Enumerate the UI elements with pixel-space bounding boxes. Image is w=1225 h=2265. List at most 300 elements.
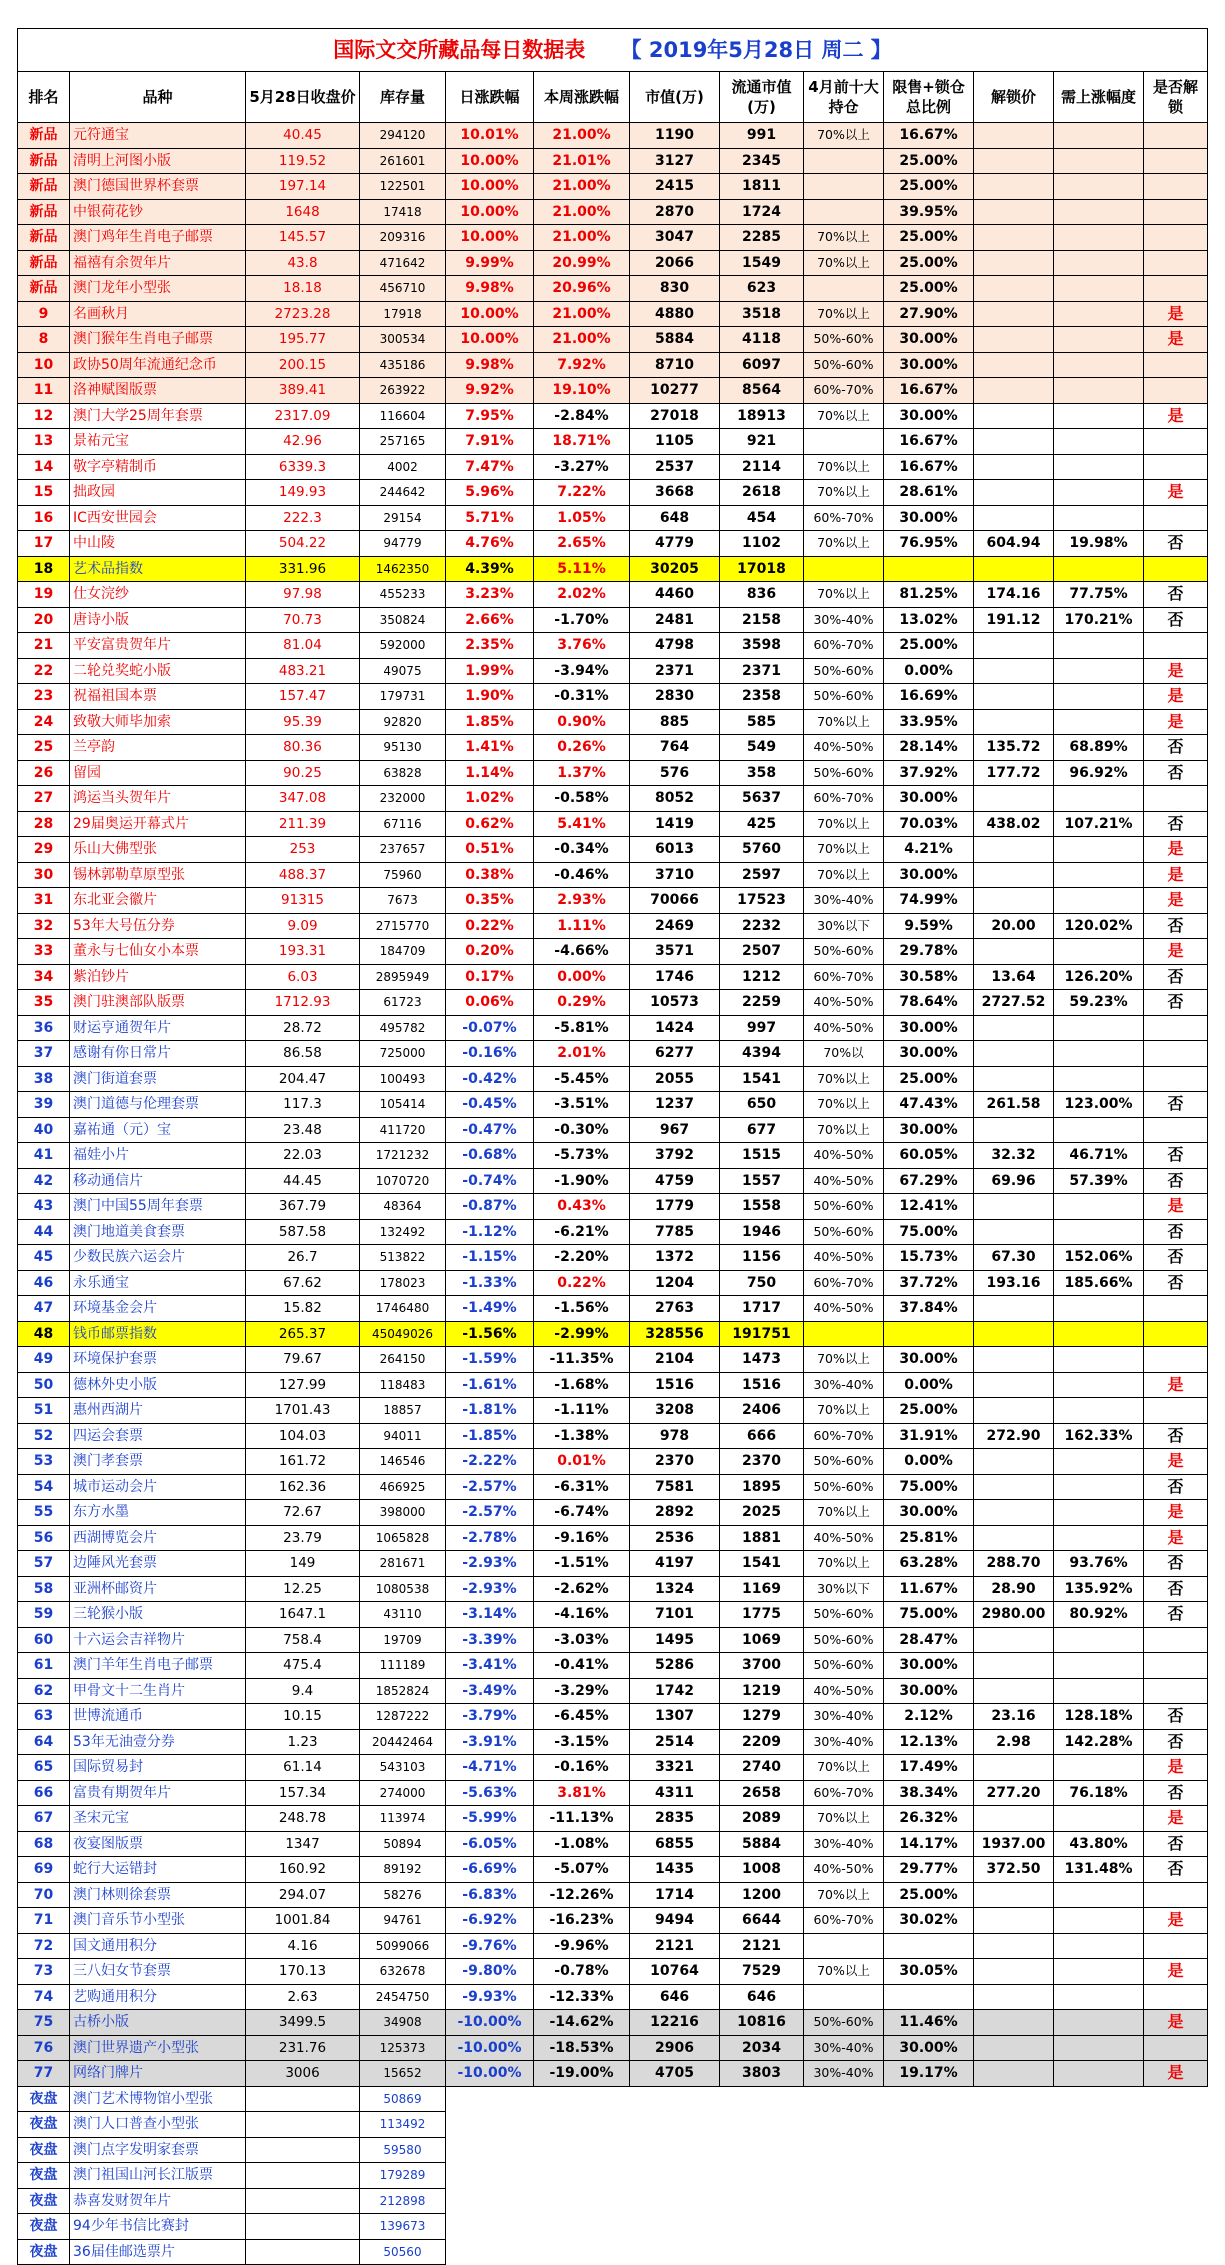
daily-change-cell: -1.59%	[446, 1347, 534, 1373]
close-price-cell	[246, 2163, 360, 2189]
rank-cell: 11	[18, 378, 70, 404]
variety-cell: 十六运会吉祥物片	[70, 1627, 246, 1653]
table-row	[18, 1296, 1208, 1322]
rank-cell: 新品	[18, 148, 70, 174]
top-holdings-cell: 60%-70%	[804, 786, 884, 812]
float-cap-cell: 2740	[720, 1755, 804, 1781]
top-holdings-cell: 50%-60%	[804, 1602, 884, 1628]
rank-cell: 48	[18, 1321, 70, 1347]
weekly-change-cell: 2.01%	[534, 1041, 630, 1067]
rank-cell: 67	[18, 1806, 70, 1832]
unlocked-cell	[1144, 1882, 1208, 1908]
variety-cell: 福娃小片	[70, 1143, 246, 1169]
locked-ratio-cell: 25.00%	[884, 1066, 974, 1092]
float-cap-cell: 4394	[720, 1041, 804, 1067]
locked-ratio-cell: 37.92%	[884, 760, 974, 786]
stock-cell: 111189	[360, 1653, 446, 1679]
close-price-cell: 12.25	[246, 1576, 360, 1602]
float-cap-cell: 5884	[720, 1831, 804, 1857]
header-locked-ratio: 限售+锁仓总比例	[884, 72, 974, 123]
market-cap-cell: 4705	[630, 2061, 720, 2087]
unlocked-cell: 是	[1144, 1372, 1208, 1398]
unlocked-cell	[1144, 429, 1208, 455]
locked-ratio-cell: 30.00%	[884, 505, 974, 531]
required-rise-cell	[1054, 505, 1144, 531]
variety-cell: 仕女浣纱	[70, 582, 246, 608]
market-cap-cell: 70066	[630, 888, 720, 914]
variety-cell: 鸿运当头贺年片	[70, 786, 246, 812]
unlock-price-cell	[974, 837, 1054, 863]
unlocked-cell: 是	[1144, 1449, 1208, 1475]
top-holdings-cell: 70%以上	[804, 1959, 884, 1985]
rank-cell: 44	[18, 1219, 70, 1245]
unlocked-cell	[1144, 1296, 1208, 1322]
rank-cell: 29	[18, 837, 70, 863]
night-session-row	[18, 2112, 1208, 2138]
unlocked-cell	[1144, 1627, 1208, 1653]
variety-cell: 财运亨通贺年片	[70, 1015, 246, 1041]
unlocked-cell: 否	[1144, 531, 1208, 557]
unlocked-cell: 否	[1144, 760, 1208, 786]
top-holdings-cell: 50%-60%	[804, 760, 884, 786]
table-row	[18, 709, 1208, 735]
stock-cell: 17918	[360, 301, 446, 327]
unlock-price-cell	[974, 2035, 1054, 2061]
float-cap-cell: 997	[720, 1015, 804, 1041]
daily-change-cell: 10.01%	[446, 123, 534, 149]
variety-cell: 边陲风光套票	[70, 1551, 246, 1577]
unlocked-cell	[1144, 1117, 1208, 1143]
top-holdings-cell: 70%以上	[804, 301, 884, 327]
daily-change-cell: -0.68%	[446, 1143, 534, 1169]
unlocked-cell	[1144, 786, 1208, 812]
locked-ratio-cell: 4.21%	[884, 837, 974, 863]
weekly-change-cell: 19.10%	[534, 378, 630, 404]
daily-change-cell: -10.00%	[446, 2010, 534, 2036]
daily-change-cell: 1.90%	[446, 684, 534, 710]
required-rise-cell	[1054, 939, 1144, 965]
locked-ratio-cell: 25.00%	[884, 225, 974, 251]
float-cap-cell: 2285	[720, 225, 804, 251]
daily-change-cell: 0.62%	[446, 811, 534, 837]
locked-ratio-cell: 30.00%	[884, 1500, 974, 1526]
stock-cell: 471642	[360, 250, 446, 276]
rank-cell: 15	[18, 480, 70, 506]
daily-change-cell: -6.05%	[446, 1831, 534, 1857]
required-rise-cell	[1054, 1015, 1144, 1041]
top-holdings-cell: 30%-40%	[804, 1729, 884, 1755]
close-price-cell: 23.48	[246, 1117, 360, 1143]
stock-cell: 59580	[360, 2137, 446, 2163]
market-cap-cell: 1742	[630, 1678, 720, 1704]
table-row	[18, 403, 1208, 429]
top-holdings-cell: 50%-60%	[804, 327, 884, 353]
float-cap-cell: 1541	[720, 1066, 804, 1092]
close-price-cell: 61.14	[246, 1755, 360, 1781]
locked-ratio-cell: 25.00%	[884, 174, 974, 200]
variety-cell: 53年大号伍分券	[70, 913, 246, 939]
top-holdings-cell: 50%-60%	[804, 352, 884, 378]
market-cap-cell: 5286	[630, 1653, 720, 1679]
market-cap-cell: 978	[630, 1423, 720, 1449]
weekly-change-cell: -1.51%	[534, 1551, 630, 1577]
table-row	[18, 199, 1208, 225]
unlocked-cell	[1144, 1653, 1208, 1679]
rank-cell: 49	[18, 1347, 70, 1373]
required-rise-cell	[1054, 1474, 1144, 1500]
weekly-change-cell: -0.41%	[534, 1653, 630, 1679]
close-price-cell: 248.78	[246, 1806, 360, 1832]
unlocked-cell: 否	[1144, 1168, 1208, 1194]
stock-cell: 294120	[360, 123, 446, 149]
stock-cell: 139673	[360, 2214, 446, 2240]
weekly-change-cell: -6.31%	[534, 1474, 630, 1500]
weekly-change-cell: 21.00%	[534, 301, 630, 327]
locked-ratio-cell: 30.00%	[884, 1347, 974, 1373]
close-price-cell: 86.58	[246, 1041, 360, 1067]
locked-ratio-cell: 16.69%	[884, 684, 974, 710]
float-cap-cell: 1516	[720, 1372, 804, 1398]
variety-cell: 澳门地道美食套票	[70, 1219, 246, 1245]
table-row	[18, 123, 1208, 149]
close-price-cell: 6339.3	[246, 454, 360, 480]
table-row	[18, 1908, 1208, 1934]
variety-cell: 德林外史小版	[70, 1372, 246, 1398]
required-rise-cell	[1054, 556, 1144, 582]
market-cap-cell: 764	[630, 735, 720, 761]
top-holdings-cell: 40%-50%	[804, 1245, 884, 1271]
daily-change-cell: 4.39%	[446, 556, 534, 582]
close-price-cell: 28.72	[246, 1015, 360, 1041]
night-row-filler	[446, 2188, 1208, 2214]
locked-ratio-cell: 30.00%	[884, 1678, 974, 1704]
top-holdings-cell: 30%-40%	[804, 607, 884, 633]
variety-cell: 36届佳邮选票片	[70, 2239, 246, 2265]
close-price-cell: 1001.84	[246, 1908, 360, 1934]
daily-data-table	[17, 28, 1208, 2265]
required-rise-cell	[1054, 378, 1144, 404]
unlock-price-cell	[974, 786, 1054, 812]
stock-cell: 63828	[360, 760, 446, 786]
rank-cell: 新品	[18, 276, 70, 302]
table-row	[18, 250, 1208, 276]
table-row	[18, 1627, 1208, 1653]
variety-cell: 景祐元宝	[70, 429, 246, 455]
float-cap-cell: 17018	[720, 556, 804, 582]
unlock-price-cell: 28.90	[974, 1576, 1054, 1602]
variety-cell: 94少年书信比赛封	[70, 2214, 246, 2240]
stock-cell: 212898	[360, 2188, 446, 2214]
unlock-price-cell: 32.32	[974, 1143, 1054, 1169]
weekly-change-cell: -1.68%	[534, 1372, 630, 1398]
required-rise-cell	[1054, 1449, 1144, 1475]
stock-cell: 257165	[360, 429, 446, 455]
market-cap-cell: 9494	[630, 1908, 720, 1934]
weekly-change-cell: 0.22%	[534, 1270, 630, 1296]
weekly-change-cell: 3.76%	[534, 633, 630, 659]
rank-cell: 10	[18, 352, 70, 378]
weekly-change-cell: -5.45%	[534, 1066, 630, 1092]
required-rise-cell	[1054, 837, 1144, 863]
weekly-change-cell: -18.53%	[534, 2035, 630, 2061]
float-cap-cell: 6097	[720, 352, 804, 378]
locked-ratio-cell: 39.95%	[884, 199, 974, 225]
table-row	[18, 1933, 1208, 1959]
variety-cell: 国际贸易封	[70, 1755, 246, 1781]
header-stock: 库存量	[360, 72, 446, 123]
locked-ratio-cell: 74.99%	[884, 888, 974, 914]
close-price-cell: 90.25	[246, 760, 360, 786]
close-price-cell: 67.62	[246, 1270, 360, 1296]
weekly-change-cell: 0.43%	[534, 1194, 630, 1220]
locked-ratio-cell: 30.05%	[884, 1959, 974, 1985]
unlocked-cell: 否	[1144, 1423, 1208, 1449]
table-row	[18, 2061, 1208, 2087]
unlocked-cell: 否	[1144, 1092, 1208, 1118]
locked-ratio-cell: 25.00%	[884, 633, 974, 659]
unlocked-cell	[1144, 454, 1208, 480]
top-holdings-cell: 40%-50%	[804, 1525, 884, 1551]
daily-change-cell: 7.95%	[446, 403, 534, 429]
locked-ratio-cell: 25.00%	[884, 276, 974, 302]
variety-cell: 中山陵	[70, 531, 246, 557]
table-row	[18, 582, 1208, 608]
locked-ratio-cell: 28.14%	[884, 735, 974, 761]
rank-cell: 40	[18, 1117, 70, 1143]
market-cap-cell: 2514	[630, 1729, 720, 1755]
top-holdings-cell: 70%以上	[804, 454, 884, 480]
variety-cell: 拙政园	[70, 480, 246, 506]
float-cap-cell: 18913	[720, 403, 804, 429]
daily-change-cell: 2.66%	[446, 607, 534, 633]
unlocked-cell	[1144, 1984, 1208, 2010]
daily-change-cell: -2.22%	[446, 1449, 534, 1475]
weekly-change-cell: -9.96%	[534, 1933, 630, 1959]
unlock-price-cell	[974, 862, 1054, 888]
weekly-change-cell: 21.00%	[534, 225, 630, 251]
float-cap-cell: 1724	[720, 199, 804, 225]
daily-change-cell: 1.41%	[446, 735, 534, 761]
market-cap-cell: 3710	[630, 862, 720, 888]
weekly-change-cell: -9.16%	[534, 1525, 630, 1551]
required-rise-cell: 76.18%	[1054, 1780, 1144, 1806]
table-row	[18, 1245, 1208, 1271]
weekly-change-cell: 5.11%	[534, 556, 630, 582]
weekly-change-cell: -1.11%	[534, 1398, 630, 1424]
float-cap-cell: 1279	[720, 1704, 804, 1730]
market-cap-cell: 6277	[630, 1041, 720, 1067]
market-cap-cell: 2121	[630, 1933, 720, 1959]
rank-cell: 43	[18, 1194, 70, 1220]
variety-cell: 紫泊钞片	[70, 964, 246, 990]
unlock-price-cell	[974, 1653, 1054, 1679]
stock-cell: 100493	[360, 1066, 446, 1092]
variety-cell: 澳门龙年小型张	[70, 276, 246, 302]
night-session-row	[18, 2214, 1208, 2240]
required-rise-cell: 46.71%	[1054, 1143, 1144, 1169]
top-holdings-cell: 50%-60%	[804, 1449, 884, 1475]
weekly-change-cell: -5.81%	[534, 1015, 630, 1041]
locked-ratio-cell: 63.28%	[884, 1551, 974, 1577]
stock-cell: 1462350	[360, 556, 446, 582]
weekly-change-cell: -3.94%	[534, 658, 630, 684]
unlocked-cell: 是	[1144, 403, 1208, 429]
locked-ratio-cell: 25.00%	[884, 1398, 974, 1424]
variety-cell: 甲骨文十二生肖片	[70, 1678, 246, 1704]
float-cap-cell: 7529	[720, 1959, 804, 1985]
table-row	[18, 964, 1208, 990]
required-rise-cell	[1054, 2061, 1144, 2087]
stock-cell: 2715770	[360, 913, 446, 939]
market-cap-cell: 3127	[630, 148, 720, 174]
close-price-cell: 18.18	[246, 276, 360, 302]
float-cap-cell: 358	[720, 760, 804, 786]
required-rise-cell	[1054, 1398, 1144, 1424]
float-cap-cell: 1069	[720, 1627, 804, 1653]
weekly-change-cell: 0.00%	[534, 964, 630, 990]
float-cap-cell: 750	[720, 1270, 804, 1296]
rank-cell: 8	[18, 327, 70, 353]
locked-ratio-cell: 75.00%	[884, 1219, 974, 1245]
table-row	[18, 786, 1208, 812]
close-price-cell: 222.3	[246, 505, 360, 531]
variety-cell: 富贵有期贺年片	[70, 1780, 246, 1806]
stock-cell: 1080538	[360, 1576, 446, 1602]
daily-change-cell: -5.63%	[446, 1780, 534, 1806]
close-price-cell: 2723.28	[246, 301, 360, 327]
daily-change-cell: 0.35%	[446, 888, 534, 914]
close-price-cell: 2317.09	[246, 403, 360, 429]
table-row	[18, 1219, 1208, 1245]
top-holdings-cell: 70%以	[804, 1041, 884, 1067]
stock-cell: 94761	[360, 1908, 446, 1934]
rank-cell: 64	[18, 1729, 70, 1755]
top-holdings-cell: 70%以上	[804, 403, 884, 429]
unlock-price-cell	[974, 2061, 1054, 2087]
top-holdings-cell: 50%-60%	[804, 939, 884, 965]
required-rise-cell	[1054, 1347, 1144, 1373]
locked-ratio-cell: 25.00%	[884, 148, 974, 174]
float-cap-cell: 921	[720, 429, 804, 455]
required-rise-cell: 162.33%	[1054, 1423, 1144, 1449]
unlocked-cell	[1144, 1678, 1208, 1704]
close-price-cell	[246, 2188, 360, 2214]
top-holdings-cell: 70%以上	[804, 123, 884, 149]
variety-cell: 清明上河图小版	[70, 148, 246, 174]
weekly-change-cell: -1.56%	[534, 1296, 630, 1322]
market-cap-cell: 2104	[630, 1347, 720, 1373]
variety-cell: 致敬大师毕加索	[70, 709, 246, 735]
required-rise-cell: 19.98%	[1054, 531, 1144, 557]
night-session-row	[18, 2137, 1208, 2163]
variety-cell: 钱币邮票指数	[70, 1321, 246, 1347]
locked-ratio-cell: 70.03%	[884, 811, 974, 837]
rank-cell: 新品	[18, 174, 70, 200]
stock-cell: 50894	[360, 1831, 446, 1857]
variety-cell: 惠州西湖片	[70, 1398, 246, 1424]
daily-change-cell: -6.92%	[446, 1908, 534, 1934]
required-rise-cell	[1054, 327, 1144, 353]
unlocked-cell: 是	[1144, 1959, 1208, 1985]
rank-cell: 41	[18, 1143, 70, 1169]
stock-cell: 543103	[360, 1755, 446, 1781]
top-holdings-cell: 30%以下	[804, 1576, 884, 1602]
rank-cell: 夜盘	[18, 2086, 70, 2112]
rank-cell: 51	[18, 1398, 70, 1424]
weekly-change-cell: -1.70%	[534, 607, 630, 633]
weekly-change-cell: -3.15%	[534, 1729, 630, 1755]
night-session-row	[18, 2239, 1208, 2265]
rank-cell: 57	[18, 1551, 70, 1577]
unlocked-cell	[1144, 352, 1208, 378]
table-row	[18, 760, 1208, 786]
stock-cell: 513822	[360, 1245, 446, 1271]
variety-cell: 澳门驻澳部队版票	[70, 990, 246, 1016]
daily-change-cell: -4.71%	[446, 1755, 534, 1781]
rank-cell: 9	[18, 301, 70, 327]
locked-ratio-cell: 30.00%	[884, 1015, 974, 1041]
rank-cell: 38	[18, 1066, 70, 1092]
daily-change-cell: 7.47%	[446, 454, 534, 480]
table-row	[18, 429, 1208, 455]
variety-cell: 53年无油壹分券	[70, 1729, 246, 1755]
unlock-price-cell	[974, 709, 1054, 735]
daily-change-cell: -3.41%	[446, 1653, 534, 1679]
variety-cell: 城市运动会片	[70, 1474, 246, 1500]
data-table-wrapper	[17, 28, 1207, 2265]
daily-change-cell: -3.91%	[446, 1729, 534, 1755]
variety-cell: 澳门点字发明家套票	[70, 2137, 246, 2163]
required-rise-cell	[1054, 429, 1144, 455]
locked-ratio-cell: 31.91%	[884, 1423, 974, 1449]
market-cap-cell: 2892	[630, 1500, 720, 1526]
unlock-price-cell: 191.12	[974, 607, 1054, 633]
unlock-price-cell: 2727.52	[974, 990, 1054, 1016]
market-cap-cell: 648	[630, 505, 720, 531]
header-variety: 品种	[70, 72, 246, 123]
daily-change-cell: 3.23%	[446, 582, 534, 608]
market-cap-cell: 2537	[630, 454, 720, 480]
unlock-price-cell	[974, 250, 1054, 276]
close-price-cell: 1347	[246, 1831, 360, 1857]
close-price-cell: 40.45	[246, 123, 360, 149]
daily-change-cell: 0.17%	[446, 964, 534, 990]
float-cap-cell: 2034	[720, 2035, 804, 2061]
market-cap-cell: 646	[630, 1984, 720, 2010]
required-rise-cell: 43.80%	[1054, 1831, 1144, 1857]
close-price-cell	[246, 2086, 360, 2112]
unlock-price-cell	[974, 2010, 1054, 2036]
unlock-price-cell: 288.70	[974, 1551, 1054, 1577]
top-holdings-cell	[804, 199, 884, 225]
locked-ratio-cell: 16.67%	[884, 378, 974, 404]
stock-cell: 300534	[360, 327, 446, 353]
variety-cell: 澳门街道套票	[70, 1066, 246, 1092]
unlocked-cell: 是	[1144, 2061, 1208, 2087]
variety-cell: 澳门猴年生肖电子邮票	[70, 327, 246, 353]
locked-ratio-cell: 16.67%	[884, 123, 974, 149]
market-cap-cell: 1516	[630, 1372, 720, 1398]
locked-ratio-cell: 25.81%	[884, 1525, 974, 1551]
weekly-change-cell: -11.35%	[534, 1347, 630, 1373]
variety-cell: 西湖博览会片	[70, 1525, 246, 1551]
weekly-change-cell: -2.99%	[534, 1321, 630, 1347]
stock-cell: 20442464	[360, 1729, 446, 1755]
unlock-price-cell	[974, 1372, 1054, 1398]
required-rise-cell: 128.18%	[1054, 1704, 1144, 1730]
variety-cell: 澳门音乐节小型张	[70, 1908, 246, 1934]
rank-cell: 17	[18, 531, 70, 557]
